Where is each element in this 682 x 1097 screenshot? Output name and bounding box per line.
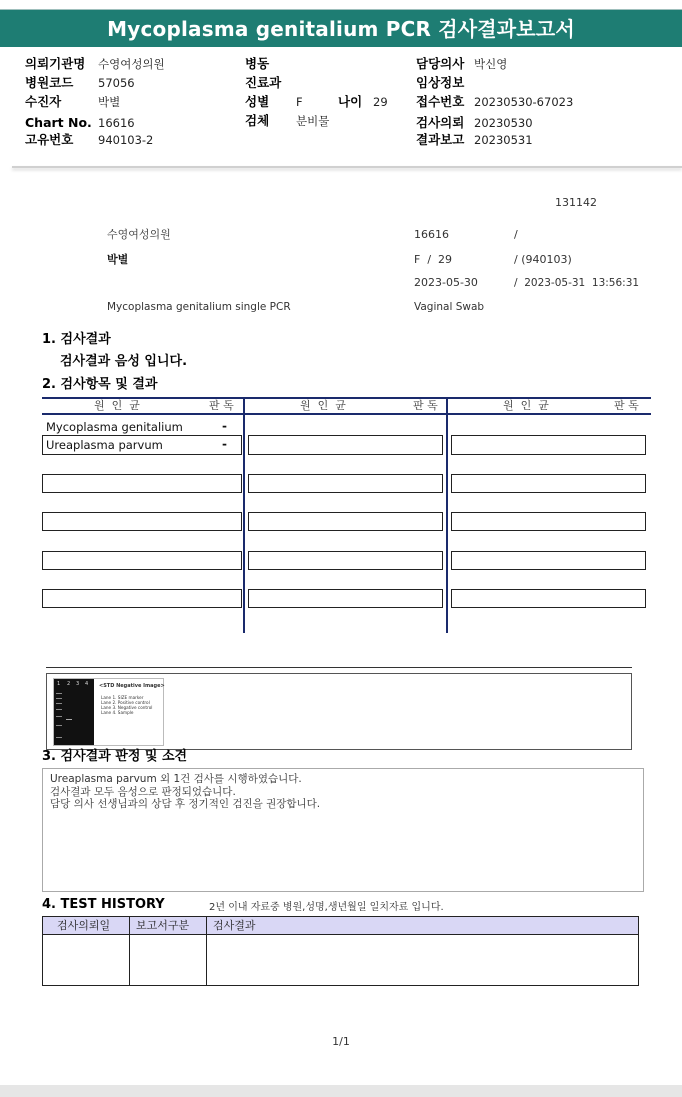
result-table-header-line	[42, 413, 651, 415]
gel-legend-item: Lane 1. SIZE marker	[101, 695, 144, 700]
gel-lane-label: 3	[76, 681, 80, 687]
result-value-mycoplasma: -	[222, 419, 227, 433]
header-label-report-date: 결과보고	[416, 132, 465, 147]
result-header-reading: 판 독	[614, 399, 639, 412]
patient-chart: 16616	[414, 228, 449, 241]
history-header-request-date: 검사의뢰일	[57, 919, 111, 932]
gel-lane-label: 4	[85, 681, 89, 687]
result-cell	[248, 589, 443, 608]
result-cell	[248, 512, 443, 531]
gel-lane-label: 2	[67, 681, 71, 687]
header-value-doctor: 박신영	[474, 57, 508, 71]
header-value-chart-no: 16616	[98, 116, 135, 130]
gel-band	[56, 716, 62, 717]
patient-slash: /	[514, 228, 518, 241]
patient-reported: / 2023-05-31 13:56:31	[514, 277, 640, 289]
header-label-receipt-no: 접수번호	[416, 94, 465, 109]
history-column-separator	[129, 917, 130, 985]
history-note: 2년 이내 자료중 병원,성명,생년월일 일치자료 입니다.	[209, 902, 444, 913]
report-title: Mycoplasma genitalium PCR 검사결과보고서	[107, 17, 575, 41]
header-label-sex: 성별	[245, 94, 270, 109]
result-cell	[42, 512, 242, 531]
gel-title: <STD Negative Image>	[99, 683, 165, 689]
gel-band	[56, 737, 62, 738]
patient-test-name: Mycoplasma genitalium single PCR	[107, 301, 291, 313]
opinion-box	[42, 768, 644, 892]
result-cell	[451, 512, 646, 531]
patient-clinic: 수영여성의원	[107, 228, 171, 241]
report-title-banner	[0, 9, 682, 47]
gel-legend-item: Lane 3. Negative control	[101, 705, 153, 710]
opinion-line: 담당 의사 선생님과의 상담 후 정기적인 검진을 권장합니다.	[50, 798, 321, 810]
result-name-ureaplasma: Ureaplasma parvum	[46, 438, 163, 452]
section-2-title: 2. 검사항목 및 결과	[42, 377, 158, 392]
header-label-ward: 병동	[245, 56, 270, 71]
header-label-department: 진료과	[245, 75, 282, 90]
result-table-column-separator	[446, 397, 448, 633]
history-table-header	[43, 917, 638, 935]
history-header-report-type: 보고서구분	[136, 919, 190, 932]
section-4-title: 4. TEST HISTORY	[42, 897, 165, 912]
gel-top-line	[46, 667, 632, 668]
gel-band	[56, 698, 62, 699]
header-label-chart-no: Chart No.	[25, 115, 92, 130]
patient-received: 2023-05-30	[414, 276, 478, 289]
history-column-separator	[206, 917, 207, 985]
header-label-hospital-code: 병원코드	[25, 75, 74, 90]
opinion-line: Ureaplasma parvum 외 1건 검사를 시행하였습니다.	[50, 773, 302, 785]
history-table	[42, 916, 639, 986]
patient-name: 박별	[107, 253, 129, 266]
section-1-title: 1. 검사결과	[42, 332, 111, 347]
result-cell	[451, 435, 646, 455]
header-value-patient: 박별	[98, 95, 121, 109]
result-cell	[451, 589, 646, 608]
gel-lanes-panel	[54, 679, 94, 745]
opinion-line: 검사결과 모두 음성으로 판정되었습니다.	[50, 785, 236, 798]
result-header-reading: 판 독	[209, 399, 234, 412]
gel-legend-item: Lane 2. Positive control	[101, 700, 150, 705]
result-name-mycoplasma: Mycoplasma genitalium	[46, 420, 183, 434]
gel-band	[56, 703, 62, 704]
gel-legend-item: Lane 4. Sample	[101, 710, 134, 715]
header-value-clinic: 수영여성의원	[98, 57, 165, 71]
header-value-age: 29	[373, 95, 388, 109]
header-value-hospital-code: 57056	[98, 76, 135, 90]
result-cell	[451, 474, 646, 493]
header-value-request-date: 20230530	[474, 116, 533, 130]
header-label-request-date: 검사의뢰	[416, 115, 465, 130]
result-header-pathogen: 원 인 균	[300, 399, 346, 412]
header-label-unique-no: 고유번호	[25, 132, 74, 147]
gel-band	[56, 709, 62, 710]
header-label-clinic: 의뢰기관명	[25, 56, 86, 71]
result-cell	[248, 474, 443, 493]
section-1-result: 검사결과 음성 입니다.	[60, 354, 188, 369]
result-cell	[42, 474, 242, 493]
header-value-receipt-no: 20230530-67023	[474, 95, 574, 109]
header-label-clinical-info: 임상정보	[416, 75, 465, 90]
patient-code: 131142	[555, 196, 597, 209]
result-value-ureaplasma: -	[222, 437, 227, 451]
gel-band	[66, 719, 72, 720]
patient-sex-age: F / 29	[414, 253, 453, 266]
header-label-patient: 수진자	[25, 94, 62, 109]
footer-bar	[0, 1085, 682, 1097]
section-3-title: 3. 검사결과 판정 및 소견	[42, 749, 188, 764]
result-cell	[248, 435, 443, 455]
history-header-result: 검사결과	[213, 919, 256, 932]
header-value-sex: F	[296, 95, 303, 109]
header-label-doctor: 담당의사	[416, 56, 465, 71]
gel-band	[56, 693, 62, 694]
result-table-column-separator	[243, 397, 245, 633]
patient-specimen: Vaginal Swab	[414, 301, 485, 313]
result-cell	[248, 551, 443, 570]
header-divider	[12, 166, 682, 168]
header-value-unique-no: 940103-2	[98, 133, 154, 147]
gel-band	[56, 725, 62, 726]
gel-electrophoresis-image	[53, 678, 164, 746]
header-value-report-date: 20230531	[474, 133, 533, 147]
result-cell	[42, 551, 242, 570]
result-header-reading: 판 독	[413, 399, 438, 412]
result-cell	[451, 551, 646, 570]
header-label-age: 나이	[338, 94, 363, 109]
result-header-pathogen: 원 인 균	[503, 399, 549, 412]
header-label-specimen: 검체	[245, 113, 270, 128]
header-value-specimen: 분비물	[296, 114, 330, 128]
result-cell	[42, 589, 242, 608]
gel-lane-label: 1	[57, 681, 61, 687]
patient-birth: / (940103)	[514, 253, 572, 266]
page-number: 1/1	[332, 1035, 350, 1048]
result-header-pathogen: 원 인 균	[94, 399, 140, 412]
